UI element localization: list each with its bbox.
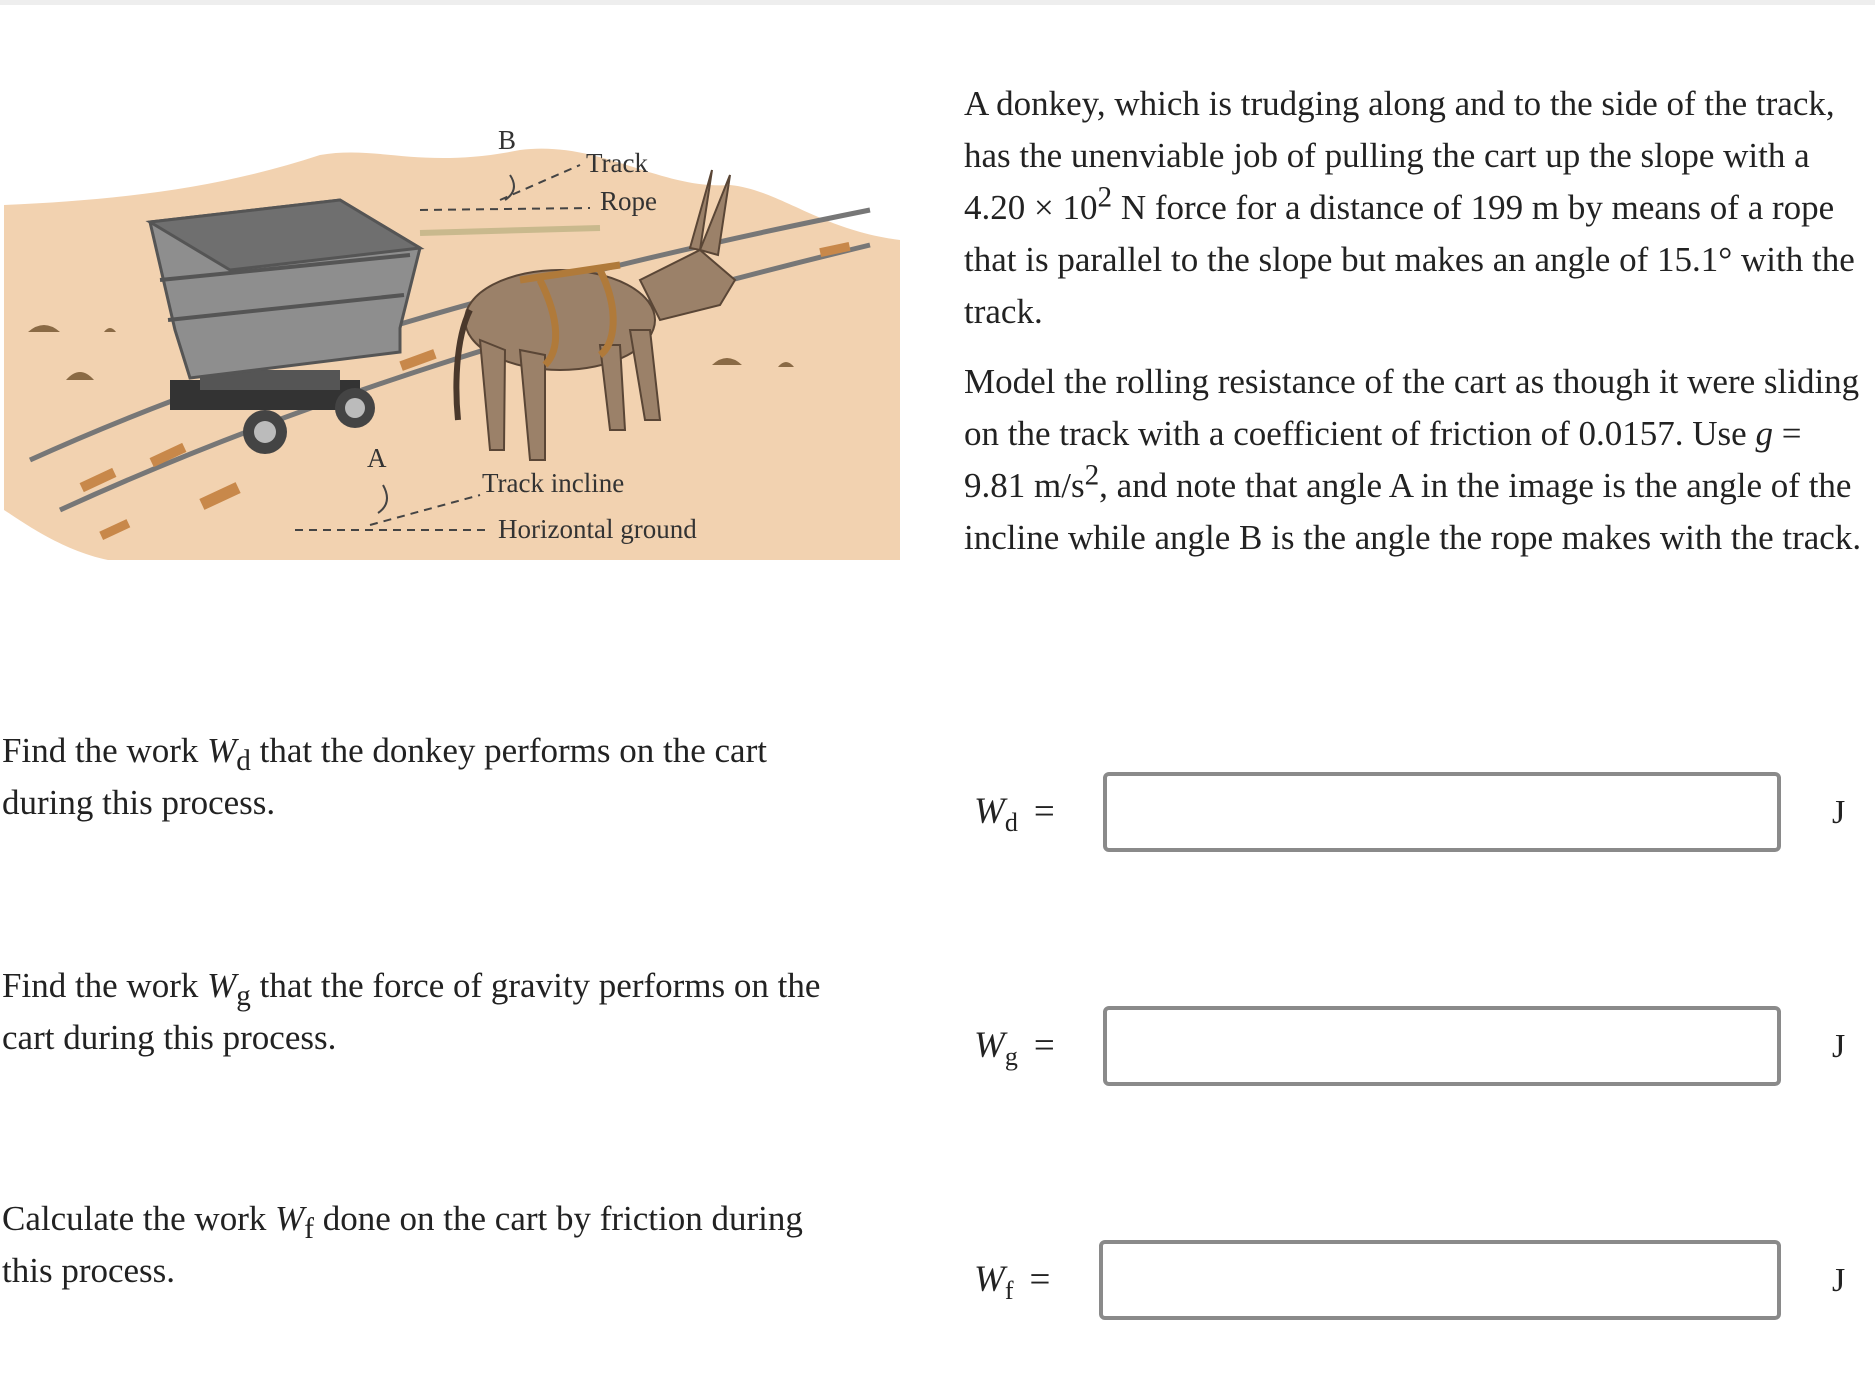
label-a: A: [367, 443, 387, 473]
label-b: B: [498, 130, 517, 155]
donkey-cart-figure: [0, 130, 900, 560]
label-track-incline: Track incline: [482, 468, 625, 498]
unit-joules: J: [1832, 794, 1846, 831]
unit-joules: J: [1832, 1028, 1846, 1065]
label-track: Track: [586, 148, 649, 178]
intro-paragraph-2: Model the rolling resistance of the cart as though it were sliding on the track with a coefficient of friction of 0.0157. Use g = 9.81 $m/s^2$, and note that angle A in the image is the angle of the incline while angle B is the angle the rope makes with the track.: [964, 362, 1862, 557]
figure-illustration: [0, 130, 900, 560]
answer-label-wd: $W_d$ =: [974, 791, 1055, 837]
question-friction-work: Calculate the work $W_f$ done on the cart by friction during this process.: [2, 1199, 803, 1290]
unit-joules: J: [1832, 1262, 1846, 1299]
answer-label-wg: $W_g$ =: [974, 1025, 1055, 1071]
label-rope: Rope: [600, 186, 657, 216]
answer-input-wf[interactable]: [1099, 1240, 1781, 1320]
answer-input-wd[interactable]: [1103, 772, 1781, 852]
top-divider: [0, 0, 1875, 5]
answer-row-donkey-work: [970, 772, 1870, 862]
problem-statement: [964, 78, 1864, 582]
answer-row-friction-work: [970, 1240, 1870, 1330]
answer-row-gravity-work: [970, 1006, 1870, 1096]
answer-input-wg[interactable]: [1103, 1006, 1781, 1086]
intro-paragraph-1: A donkey, which is trudging along and to the side of the track, has the unenviable job of pulling the cart up the slope with a $4.20 \times 10^2$ N force for a distance of 199 m by means of a rope that is parallel to the slope but makes an angle of 15.1° with the track.: [964, 84, 1855, 331]
label-horizontal-ground: Horizontal ground: [498, 514, 697, 544]
answer-label-wf: $W_f$ =: [974, 1259, 1051, 1305]
question-donkey-work: Find the work $W_d$ that the donkey performs on the cart during this process.: [2, 731, 767, 822]
question-gravity-work: Find the work $W_g$ that the force of gravity performs on the cart during this process.: [2, 966, 821, 1057]
